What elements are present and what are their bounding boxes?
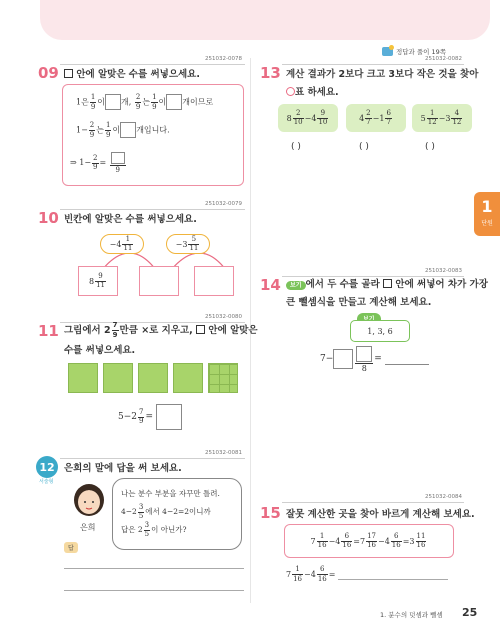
q12-tag: 서술형 — [39, 479, 54, 485]
q10-operator-1: −4 $\frac{1}{11}$ — [100, 234, 144, 254]
blank-square-icon — [196, 325, 205, 334]
q9-answer-box-3[interactable] — [120, 122, 136, 138]
q14-whole-box[interactable] — [333, 349, 353, 369]
blank-square-icon — [383, 279, 392, 288]
q13-answer-paren-1[interactable]: ( ) — [291, 142, 301, 152]
q9-answer-box-4[interactable] — [111, 152, 125, 164]
q11-code: 251032-0080 — [205, 314, 242, 320]
q12-code-line — [60, 458, 245, 459]
q10-prompt: 빈칸에 알맞은 수를 써넣으세요. — [64, 214, 197, 225]
q15-answer-line[interactable] — [338, 568, 448, 580]
q10-code-line — [60, 209, 245, 210]
q13-number: 13 — [260, 64, 281, 82]
q14-code: 251032-0083 — [425, 268, 462, 274]
q10-start-box: 8 $\frac{9}{11}$ — [78, 266, 118, 296]
blank-square-icon — [64, 69, 73, 78]
q13-answer-paren-3[interactable]: ( ) — [425, 142, 435, 152]
q11-prompt-line1: 그림에서 2 $\frac{7}{9}$ 만큼 ×로 지우고, 안에 알맞은 — [64, 321, 258, 339]
q12-speech-bubble: 나는 분수 부분을 자꾸만 틀려. 4−2 $\frac{3}{5}$ 에서 4−2=2이니까 답은 2 $\frac{3}{5}$ 이 아닌가? — [112, 478, 242, 550]
chapter-tab[interactable] — [474, 192, 500, 236]
q9-answer-box-2[interactable] — [166, 94, 182, 110]
answer-reference: 정답과 풀이 19쪽 — [382, 47, 446, 56]
q12-answer-line-2[interactable] — [64, 590, 244, 591]
q12-code: 251032-0081 — [205, 450, 242, 456]
q14-answer-line[interactable] — [385, 353, 429, 365]
q11-answer-box[interactable] — [156, 404, 182, 430]
q14-number: 14 — [260, 276, 281, 294]
q11-whole-square-1[interactable] — [68, 363, 98, 393]
q10-answer-box-2[interactable] — [194, 266, 234, 296]
q13-prompt-line1: 계산 결과가 2보다 크고 3보다 작은 것을 찾아 — [286, 69, 479, 80]
q13-code-line — [282, 64, 464, 65]
q15-code: 251032-0084 — [425, 494, 462, 500]
q9-number: 09 — [38, 64, 59, 82]
fraction: $\frac{1}{9}$ — [90, 93, 96, 111]
bogi-tag: 보기 — [286, 281, 306, 290]
q10-code: 251032-0079 — [205, 201, 242, 207]
q9-code-line — [60, 64, 245, 65]
q11-ninths-square[interactable] — [208, 363, 238, 393]
q13-answer-paren-2[interactable]: ( ) — [359, 142, 369, 152]
q13-option-3: 5 $\frac{1}{12}$ −3 $\frac{4}{12}$ — [412, 104, 472, 132]
q10-number: 10 — [38, 209, 59, 227]
girl-avatar-icon — [72, 482, 106, 518]
q9-prompt: 안에 알맞은 수를 써넣으세요. — [64, 66, 200, 83]
q14-equation: 7− 8 = — [320, 346, 429, 373]
q15-code-line — [282, 502, 464, 503]
book-icon — [382, 47, 393, 56]
chapter-tab-number: 1 — [481, 197, 493, 216]
q14-prompt-line2: 큰 뺄셈식을 만들고 계산해 보세요. — [286, 297, 432, 308]
q11-whole-square-3[interactable] — [138, 363, 168, 393]
circle-mark-icon — [286, 87, 295, 96]
chapter-tab-label: 단원 — [481, 220, 493, 227]
q13-prompt-line2: 표 하세요. — [286, 84, 339, 101]
q11-equation: 5−2 $\frac{7}{9}$ = — [118, 404, 182, 430]
q9-line2: 1− $\frac{2}{9}$ 는 $\frac{1}{9}$ 이 개입니다. — [76, 121, 170, 139]
q10-answer-box-1[interactable] — [139, 266, 179, 296]
q13-option-1: 8 $\frac{2}{10}$ −4 $\frac{9}{10}$ — [278, 104, 338, 132]
q12-speaker: 은희 — [80, 523, 96, 532]
q9-code: 251032-0078 — [205, 56, 242, 62]
q14-numerator-box[interactable] — [356, 346, 372, 362]
q11-prompt-line2: 수를 써넣으세요. — [64, 345, 136, 356]
q10-operator-2: −3 $\frac{5}{11}$ — [166, 234, 210, 254]
q14-bogi-values: 1, 3, 6 — [350, 320, 410, 342]
q15-prompt: 잘못 계산한 곳을 찾아 바르게 계산해 보세요. — [286, 509, 475, 520]
q9-line1: 1은 $\frac{1}{9}$ 이 개, $\frac{2}{9}$ 는 $\frac{1}{9}$ 이 개이므로 — [76, 93, 214, 111]
q12-prompt: 은희의 말에 답을 써 보세요. — [64, 463, 182, 474]
q15-wrong-calc: 7 $\frac{1}{16}$ −4 $\frac{6}{16}$ =7 $\frac{17}{16}$ −4 $\frac{6}{16}$ =3 $\frac{11}{16}$ — [284, 524, 454, 558]
q15-number: 15 — [260, 504, 281, 522]
q12-answer-label: 답 — [64, 542, 78, 553]
page-number: 25 — [462, 606, 478, 619]
q12-number: 12 — [36, 456, 58, 478]
q12-answer-line-1[interactable] — [64, 568, 244, 569]
q14-prompt-line1: 보기 에서 두 수를 골라 안에 써넣어 차가 가장 — [286, 276, 488, 294]
arrow-icon: ⇒ — [70, 157, 77, 167]
q11-number: 11 — [38, 322, 59, 340]
q11-whole-square-4[interactable] — [173, 363, 203, 393]
q13-option-2: 4 $\frac{2}{7}$ −1 $\frac{6}{7}$ — [346, 104, 406, 132]
footer-chapter: 1. 분수의 덧셈과 뺄셈 — [380, 611, 443, 619]
q11-whole-square-2[interactable] — [103, 363, 133, 393]
header-banner — [40, 0, 490, 40]
q13-code: 251032-0082 — [425, 56, 462, 62]
q15-redo-calc: 7 $\frac{1}{16}$ −4 $\frac{6}{16}$ = — [286, 566, 448, 583]
q9-answer-box-1[interactable] — [105, 94, 121, 110]
q9-line3: ⇒ 1− $\frac{2}{9}$ = 9 — [70, 152, 127, 174]
